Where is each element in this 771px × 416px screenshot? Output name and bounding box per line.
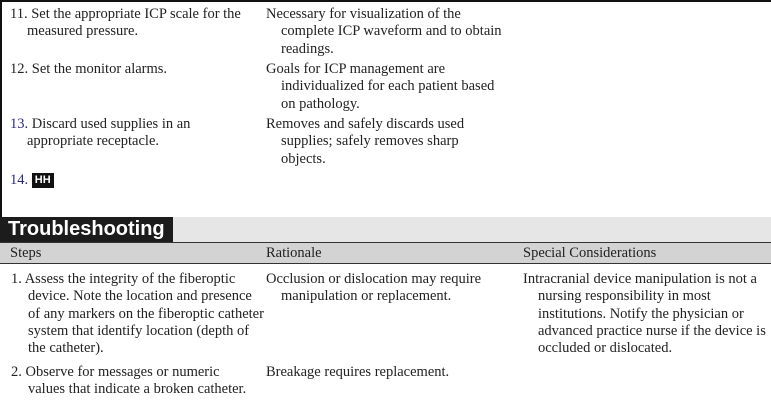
step-number: 11. (10, 6, 28, 22)
header-rationale: Rationale (266, 245, 322, 261)
step-number: 14. (10, 172, 29, 188)
procedure-rationale-12: Goals for ICP management are individualized for each patient based on pathology. (266, 61, 495, 112)
top-rule (0, 0, 771, 2)
procedure-step-12 (10, 61, 257, 78)
table-header (0, 242, 771, 264)
procedure-rationale-11: Necessary for visualization of the complete ICP waveform and to obtain readings. (266, 6, 502, 57)
step-number: 12. (10, 61, 29, 77)
step-text: Set the monitor alarms. (31, 61, 168, 77)
trouble-rationale-2: Breakage requires replacement. (266, 364, 450, 380)
header-steps: Steps (10, 245, 42, 261)
header-special-considerations: Special Considerations (523, 245, 657, 261)
trouble-step-1: 1. Assess the integrity of the fiberoptic device. Note the location and presence of any markers on the fiberoptic catheter system that identify location (depth of the catheter). (11, 271, 264, 357)
procedure-rationale-13: Removes and safely discards used supplies; safely removes sharp objects. (266, 116, 465, 167)
procedure-step-11 (10, 6, 257, 41)
step-text: Discard used supplies in an appropriate receptacle. (27, 116, 191, 150)
troubleshooting-title: Troubleshooting (0, 217, 173, 242)
step-number: 13. (10, 116, 29, 132)
trouble-step-2: 2. Observe for messages or numeric values that indicate a broken catheter. (11, 364, 247, 398)
hand-hygiene-icon: HH (32, 173, 54, 188)
step-text: Set the appropriate ICP scale for the measured pressure. (27, 6, 241, 40)
trouble-rationale-1: Occlusion or dislocation may require manipulation or replacement. (266, 271, 482, 305)
procedure-step-13 (10, 116, 242, 151)
procedure-step-14 (10, 172, 242, 189)
trouble-special-1: Intracranial device manipulation is not a nursing responsibility in most institutions. Notify the physician or advanced practice nurse if the device is occluded or dislocated. (523, 271, 766, 357)
left-rule (0, 0, 2, 217)
